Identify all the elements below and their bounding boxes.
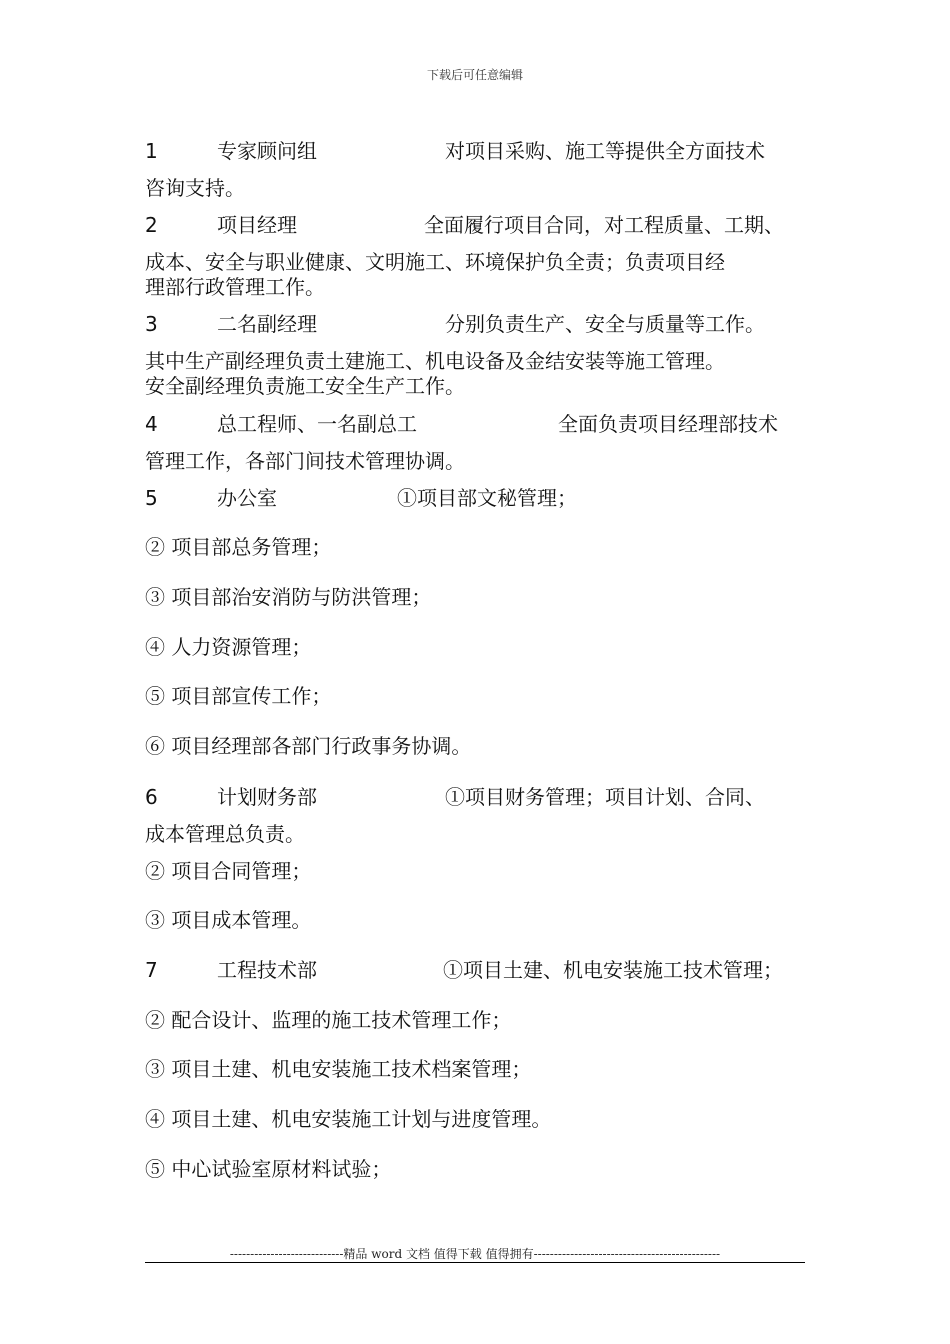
duty-continuation: 成本、安全与职业健康、文明施工、环境保护负全责；负责项目经 xyxy=(145,250,725,274)
footer-divider xyxy=(145,1262,805,1263)
department-duty: ①项目财务管理；项目计划、合同、 xyxy=(445,785,765,809)
duty-continuation: 咨询支持。 xyxy=(145,176,245,200)
duty-item: ③ 项目部治安消防与防洪管理； xyxy=(145,585,432,609)
duty-item: ③ 项目土建、机电安装施工技术档案管理； xyxy=(145,1057,532,1081)
row-number: 5 xyxy=(145,486,158,510)
department-name: 项目经理 xyxy=(217,213,297,237)
department-name: 工程技术部 xyxy=(217,958,317,982)
department-name: 总工程师、一名副总工 xyxy=(217,412,417,436)
duty-item: ② 项目部总务管理； xyxy=(145,535,332,559)
row-number: 7 xyxy=(145,958,158,982)
department-duty: 对项目采购、施工等提供全方面技术 xyxy=(445,139,765,163)
duty-item: ⑤ 中心试验室原材料试验； xyxy=(145,1157,392,1181)
department-duty: 全面负责项目经理部技术 xyxy=(558,412,778,436)
duty-item: ④ 人力资源管理； xyxy=(145,635,312,659)
duty-item: ② 配合设计、监理的施工技术管理工作； xyxy=(145,1008,512,1032)
department-duty: 分别负责生产、安全与质量等工作。 xyxy=(445,312,765,336)
department-duty: ①项目部文秘管理； xyxy=(397,486,577,510)
department-name: 专家顾问组 xyxy=(217,139,317,163)
department-duty: 全面履行项目合同，对工程质量、工期、 xyxy=(424,213,784,237)
row-number: 2 xyxy=(145,213,158,237)
duty-continuation: 理部行政管理工作。 xyxy=(145,275,325,299)
department-name: 办公室 xyxy=(217,486,277,510)
page-header: 下载后可任意编辑 xyxy=(426,68,523,82)
row-number: 3 xyxy=(145,312,158,336)
duty-item: ③ 项目成本管理。 xyxy=(145,908,312,932)
department-name: 二名副经理 xyxy=(217,312,317,336)
duty-item: ④ 项目土建、机电安装施工计划与进度管理。 xyxy=(145,1107,552,1131)
duty-continuation: 管理工作，各部门间技术管理协调。 xyxy=(145,449,465,473)
duty-item: ⑤ 项目部宣传工作； xyxy=(145,684,332,708)
duty-item: ② 项目合同管理； xyxy=(145,859,312,883)
duty-item: ⑥ 项目经理部各部门行政事务协调。 xyxy=(145,734,472,758)
department-duty: ①项目土建、机电安装施工技术管理； xyxy=(443,958,783,982)
row-number: 4 xyxy=(145,412,158,436)
page-footer: ----------------------------精品 word 文档 值得下载 值得拥有---------------------------------------------- xyxy=(229,1247,721,1261)
duty-continuation: 安全副经理负责施工安全生产工作。 xyxy=(145,374,465,398)
row-number: 6 xyxy=(145,785,158,809)
department-name: 计划财务部 xyxy=(217,785,317,809)
duty-continuation: 其中生产副经理负责土建施工、机电设备及金结安装等施工管理。 xyxy=(145,349,725,373)
row-number: 1 xyxy=(145,139,158,163)
duty-continuation: 成本管理总负责。 xyxy=(145,822,305,846)
